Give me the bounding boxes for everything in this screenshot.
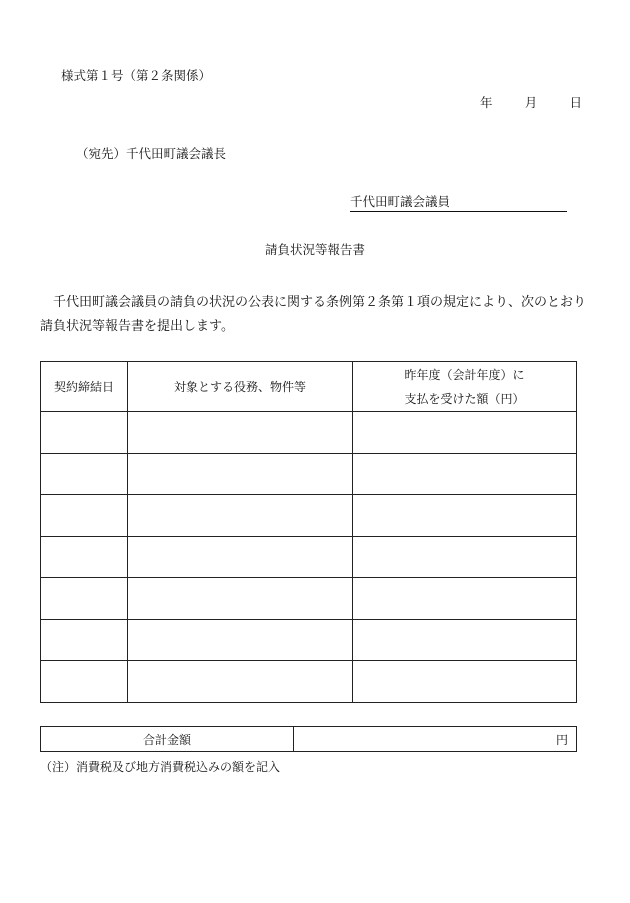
date-cell[interactable] xyxy=(41,412,128,454)
header-amount-line1: 昨年度（会計年度）に xyxy=(404,367,525,382)
total-label: 合計金額 xyxy=(41,727,294,752)
table-row xyxy=(41,412,577,454)
header-amount-line2: 支払を受けた額（円） xyxy=(404,391,525,406)
header-contract-date: 契約締結日 xyxy=(41,362,128,412)
form-number-label: 様式第１号（第２条関係） xyxy=(61,68,212,83)
table-header-row xyxy=(41,362,577,412)
total-row xyxy=(41,727,577,752)
member-name-field[interactable] xyxy=(350,192,567,212)
target-cell[interactable] xyxy=(128,661,353,703)
total-table xyxy=(40,726,577,752)
amount-cell[interactable] xyxy=(353,661,577,703)
contract-table xyxy=(40,361,577,703)
table-row xyxy=(41,661,577,703)
addressee: （宛先）千代田町議会議長 xyxy=(76,146,227,161)
target-cell[interactable] xyxy=(128,578,353,620)
date-cell[interactable] xyxy=(41,619,128,661)
date-cell[interactable] xyxy=(41,495,128,537)
target-cell[interactable] xyxy=(128,412,353,454)
date-year-label: 年 xyxy=(480,95,493,110)
amount-cell[interactable] xyxy=(353,495,577,537)
amount-cell[interactable] xyxy=(353,412,577,454)
total-amount-field[interactable] xyxy=(294,727,577,752)
table-body xyxy=(41,412,577,703)
table-row xyxy=(41,495,577,537)
date-day-label: 日 xyxy=(569,95,582,110)
date-cell[interactable] xyxy=(41,453,128,495)
date-cell[interactable] xyxy=(41,578,128,620)
total-unit: 円 xyxy=(555,732,568,747)
date-line xyxy=(480,93,582,111)
document-title: 請負状況等報告書 xyxy=(264,242,365,257)
target-cell[interactable] xyxy=(128,619,353,661)
amount-cell[interactable] xyxy=(353,578,577,620)
header-amount-received xyxy=(353,362,577,412)
target-cell[interactable] xyxy=(128,453,353,495)
table-row xyxy=(41,536,577,578)
body-paragraph: 千代田町議会議員の請負の状況の公表に関する条例第２条第１項の規定により、次のとおり請負状況等報告書を提出します。 xyxy=(40,295,587,334)
date-month-label: 月 xyxy=(524,95,538,110)
footnote: （注）消費税及び地方消費税込みの額を記入 xyxy=(40,760,281,774)
amount-cell[interactable] xyxy=(353,619,577,661)
target-cell[interactable] xyxy=(128,536,353,578)
amount-cell[interactable] xyxy=(353,536,577,578)
target-cell[interactable] xyxy=(128,495,353,537)
table-row xyxy=(41,578,577,620)
amount-cell[interactable] xyxy=(353,453,577,495)
date-cell[interactable] xyxy=(41,661,128,703)
date-cell[interactable] xyxy=(41,536,128,578)
header-target-services: 対象とする役務、物件等 xyxy=(128,362,353,412)
member-label: 千代田町議会議員 xyxy=(350,194,451,209)
table-row xyxy=(41,619,577,661)
table-row xyxy=(41,453,577,495)
